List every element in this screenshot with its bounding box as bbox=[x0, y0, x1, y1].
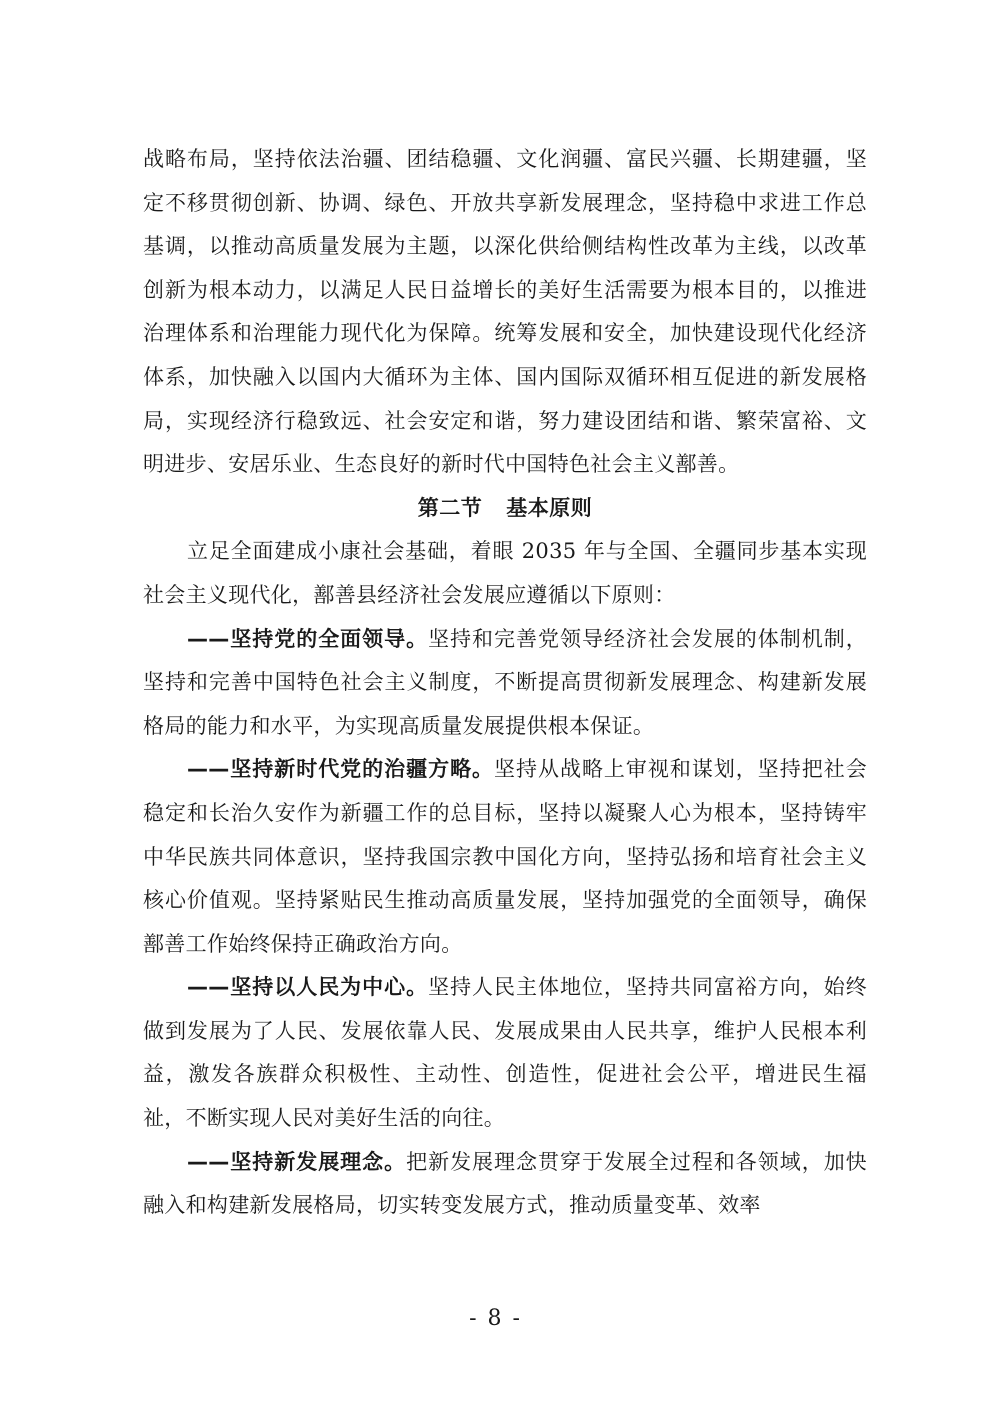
principle-paragraph bbox=[143, 618, 867, 749]
section-title: 基本原则 bbox=[506, 495, 593, 520]
principle-body: 坚持从战略上审视和谋划，坚持把社会稳定和长治久安作为新疆工作的总目标，坚持以凝聚人心为根本，坚持铸牢中华民族共同体意识，坚持我国宗教中国化方向，坚持弘扬和培育社会主义核心价值观。坚持紧贴民生推动高质量发展，坚持加强党的全面领导，确保鄯善工作始终保持正确政治方向。 bbox=[143, 757, 867, 956]
intro-paragraph: 战略布局，坚持依法治疆、团结稳疆、文化润疆、富民兴疆、长期建疆，坚定不移贯彻创新、协调、绿色、开放共享新发展理念，坚持稳中求进工作总基调，以推动高质量发展为主题，以深化供给侧结构性改革为主线，以改革创新为根本动力，以满足人民日益增长的美好生活需要为根本目的，以推进治理体系和治理能力现代化为保障。统筹发展和安全，加快建设现代化经济体系，加快融入以国内大循环为主体、国内国际双循环相互促进的新发展格局，实现经济行稳致远、社会安定和谐，努力建设团结和谐、繁荣富裕、文明进步、安居乐业、生态良好的新时代中国特色社会主义鄯善。 bbox=[143, 147, 867, 477]
principle-body: 坚持和完善党领导经济社会发展的体制机制，坚持和完善中国特色社会主义制度，不断提高贯彻新发展理念、构建新发展格局的能力和水平，为实现高质量发展提供根本保证。 bbox=[143, 626, 867, 738]
section-heading bbox=[143, 487, 867, 531]
principle-lead: ——坚持新时代党的治疆方略。 bbox=[187, 757, 495, 782]
principle-body: 把新发展理念贯穿于发展全过程和各领域，加快融入和构建新发展格局，切实转变发展方式，推动质量变革、效率 bbox=[143, 1149, 867, 1218]
page-number: - 8 - bbox=[469, 1306, 522, 1331]
principle-paragraph bbox=[143, 966, 867, 1140]
principle-lead: ——坚持以人民为中心。 bbox=[187, 975, 429, 1000]
page-content bbox=[143, 138, 867, 1228]
principle-lead: ——坚持新发展理念。 bbox=[187, 1149, 407, 1174]
principle-paragraph bbox=[143, 748, 867, 966]
principle-body: 坚持人民主体地位，坚持共同富裕方向，始终做到发展为了人民、发展依靠人民、发展成果由人民共享，维护人民根本利益，激发各族群众积极性、主动性、创造性，促进社会公平，增进民生福祉，不断实现人民对美好生活的向往。 bbox=[143, 975, 867, 1131]
principle-paragraph bbox=[143, 1141, 867, 1228]
section-intro-paragraph: 立足全面建成小康社会基础，着眼 2035 年与全国、全疆同步基本实现社会主义现代化，鄯善县经济社会发展应遵循以下原则： bbox=[143, 539, 867, 607]
principle-lead: ——坚持党的全面领导。 bbox=[187, 626, 429, 651]
section-number: 第二节 bbox=[417, 495, 483, 520]
